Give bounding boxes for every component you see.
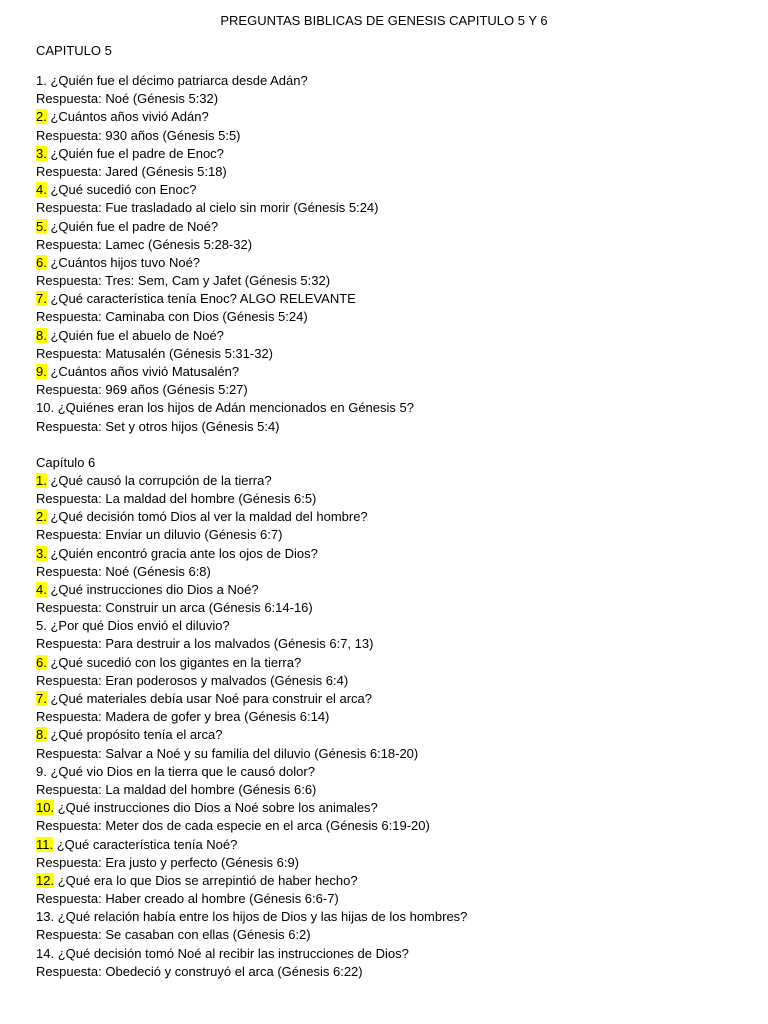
answer-line: Respuesta: Para destruir a los malvados (Génesis 6:7, 13)	[36, 636, 374, 652]
question-line	[36, 945, 768, 963]
chapter-5-heading: CAPITULO 5	[36, 43, 112, 58]
chapter-5-question-list	[36, 72, 768, 436]
answer-line: Respuesta: Meter dos de cada especie en el arca (Génesis 6:19-20)	[36, 818, 430, 834]
answer-line: Respuesta: La maldad del hombre (Génesis 6:6)	[36, 781, 317, 797]
question-line	[36, 327, 768, 345]
question-text: ¿Por qué Dios envió el diluvio?	[46, 618, 230, 634]
question-number: 1.	[36, 73, 47, 88]
question-text: ¿Qué decisión tomó Dios al ver la maldad del hombre?	[46, 509, 368, 525]
question-line	[36, 399, 768, 417]
question-line	[36, 290, 768, 308]
answer-line: Respuesta: Salvar a Noé y su familia del diluvio (Génesis 6:18-20)	[36, 745, 419, 761]
question-text: ¿Qué decisión tomó Noé al recibir las instrucciones de Dios?	[54, 945, 409, 961]
chapter-6-heading: Capítulo 6	[36, 454, 96, 470]
highlighted-question-number: 9.	[36, 364, 47, 379]
answer-line: Respuesta: Matusalén (Génesis 5:31-32)	[36, 345, 274, 361]
question-text: ¿Quién fue el décimo patriarca desde Adán?	[46, 73, 308, 88]
highlighted-question-number: 8.	[36, 727, 47, 743]
question-line	[36, 726, 768, 744]
question-text: ¿Quién encontró gracia ante los ojos de Dios?	[46, 545, 318, 561]
question-text: ¿Qué propósito tenía el arca?	[46, 727, 223, 743]
answer-line: Respuesta: Eran poderosos y malvados (Génesis 6:4)	[36, 672, 349, 688]
answer-line: Respuesta: Era justo y perfecto (Génesis 6:9)	[36, 854, 300, 870]
question-number: 9.	[36, 763, 47, 779]
question-text: ¿Qué causó la corrupción de la tierra?	[46, 472, 272, 488]
question-line	[36, 218, 768, 236]
question-text: ¿Quién fue el padre de Noé?	[46, 218, 219, 234]
question-line	[36, 908, 768, 926]
question-text: ¿Qué relación había entre los hijos de Dios y las hijas de los hombres?	[54, 909, 468, 925]
answer-line: Respuesta: Caminaba con Dios (Génesis 5:24)	[36, 309, 308, 325]
highlighted-question-number: 12.	[36, 872, 55, 888]
answer-line: Respuesta: Fue trasladado al cielo sin morir (Génesis 5:24)	[36, 200, 379, 216]
question-line	[36, 72, 768, 90]
question-text: ¿Qué característica tenía Enoc? ALGO RELEVANTE	[46, 291, 356, 307]
question-line	[36, 799, 768, 817]
question-text: ¿Qué vio Dios en la tierra que le causó dolor?	[46, 763, 315, 779]
question-line	[36, 145, 768, 163]
answer-line: Respuesta: Noé (Génesis 5:32)	[36, 91, 219, 107]
highlighted-question-number: 8.	[36, 327, 47, 343]
question-text: ¿Qué característica tenía Noé?	[53, 836, 238, 852]
highlighted-question-number: 4.	[36, 182, 47, 198]
document-title: PREGUNTAS BIBLICAS DE GENESIS CAPITULO 5 Y 6	[220, 13, 548, 28]
question-line	[36, 363, 768, 381]
question-line	[36, 472, 768, 490]
question-text: ¿Qué era lo que Dios se arrepintió de haber hecho?	[54, 872, 358, 888]
question-text: ¿Qué sucedió con Enoc?	[46, 182, 197, 198]
question-number: 14.	[36, 945, 55, 961]
highlighted-question-number: 7.	[36, 691, 47, 706]
answer-line: Respuesta: Set y otros hijos (Génesis 5:4)	[36, 418, 280, 434]
answer-line: Respuesta: Obedeció y construyó el arca (Génesis 6:22)	[36, 963, 363, 979]
question-text: ¿Qué materiales debía usar Noé para construir el arca?	[46, 691, 373, 706]
highlighted-question-number: 10.	[36, 800, 55, 816]
question-text: ¿Quiénes eran los hijos de Adán mencionados en Génesis 5?	[54, 400, 414, 416]
question-number: 5.	[36, 618, 47, 634]
question-line	[36, 763, 768, 781]
highlighted-question-number: 7.	[36, 291, 47, 307]
question-text: ¿Cuántos años vivió Adán?	[46, 109, 209, 125]
question-line	[36, 836, 768, 854]
question-line	[36, 654, 768, 672]
highlighted-question-number: 2.	[36, 109, 47, 125]
question-text: ¿Quién fue el abuelo de Noé?	[46, 327, 224, 343]
answer-line: Respuesta: Haber creado al hombre (Génesis 6:6-7)	[36, 891, 339, 907]
highlighted-question-number: 2.	[36, 509, 47, 525]
question-number: 13.	[36, 909, 55, 925]
answer-line: Respuesta: Tres: Sem, Cam y Jafet (Génesis 5:32)	[36, 273, 331, 289]
answer-line: Respuesta: Se casaban con ellas (Génesis 6:2)	[36, 927, 311, 943]
highlighted-question-number: 3.	[36, 145, 47, 161]
question-line	[36, 108, 768, 126]
question-line	[36, 617, 768, 635]
answer-line: Respuesta: Lamec (Génesis 5:28-32)	[36, 236, 253, 252]
question-line	[36, 581, 768, 599]
answer-line: Respuesta: La maldad del hombre (Génesis 6:5)	[36, 490, 317, 506]
question-text: ¿Qué instrucciones dio Dios a Noé?	[46, 581, 259, 597]
answer-line: Respuesta: Jared (Génesis 5:18)	[36, 163, 227, 179]
highlighted-question-number: 3.	[36, 545, 47, 561]
question-line	[36, 545, 768, 563]
question-text: ¿Cuántos años vivió Matusalén?	[46, 364, 240, 379]
question-line	[36, 872, 768, 890]
answer-line: Respuesta: 969 años (Génesis 5:27)	[36, 382, 248, 398]
question-number: 10.	[36, 400, 55, 416]
highlighted-question-number: 4.	[36, 581, 47, 597]
chapter-6-question-list	[36, 472, 768, 981]
answer-line: Respuesta: Madera de gofer y brea (Génesis 6:14)	[36, 709, 330, 725]
question-line	[36, 254, 768, 272]
answer-line: Respuesta: Enviar un diluvio (Génesis 6:7)	[36, 527, 283, 543]
answer-line: Respuesta: Noé (Génesis 6:8)	[36, 563, 211, 579]
highlighted-question-number: 11.	[36, 836, 54, 852]
highlighted-question-number: 1.	[36, 472, 47, 488]
highlighted-question-number: 6.	[36, 254, 47, 270]
answer-line: Respuesta: Construir un arca (Génesis 6:14-16)	[36, 600, 313, 616]
answer-line: Respuesta: 930 años (Génesis 5:5)	[36, 127, 241, 143]
question-line	[36, 181, 768, 199]
question-text: ¿Quién fue el padre de Enoc?	[46, 145, 224, 161]
question-text: ¿Cuántos hijos tuvo Noé?	[46, 254, 201, 270]
highlighted-question-number: 5.	[36, 218, 47, 234]
question-line	[36, 508, 768, 526]
question-text: ¿Qué instrucciones dio Dios a Noé sobre los animales?	[54, 800, 378, 816]
highlighted-question-number: 6.	[36, 654, 47, 670]
question-text: ¿Qué sucedió con los gigantes en la tierra?	[46, 654, 302, 670]
question-line	[36, 690, 768, 708]
